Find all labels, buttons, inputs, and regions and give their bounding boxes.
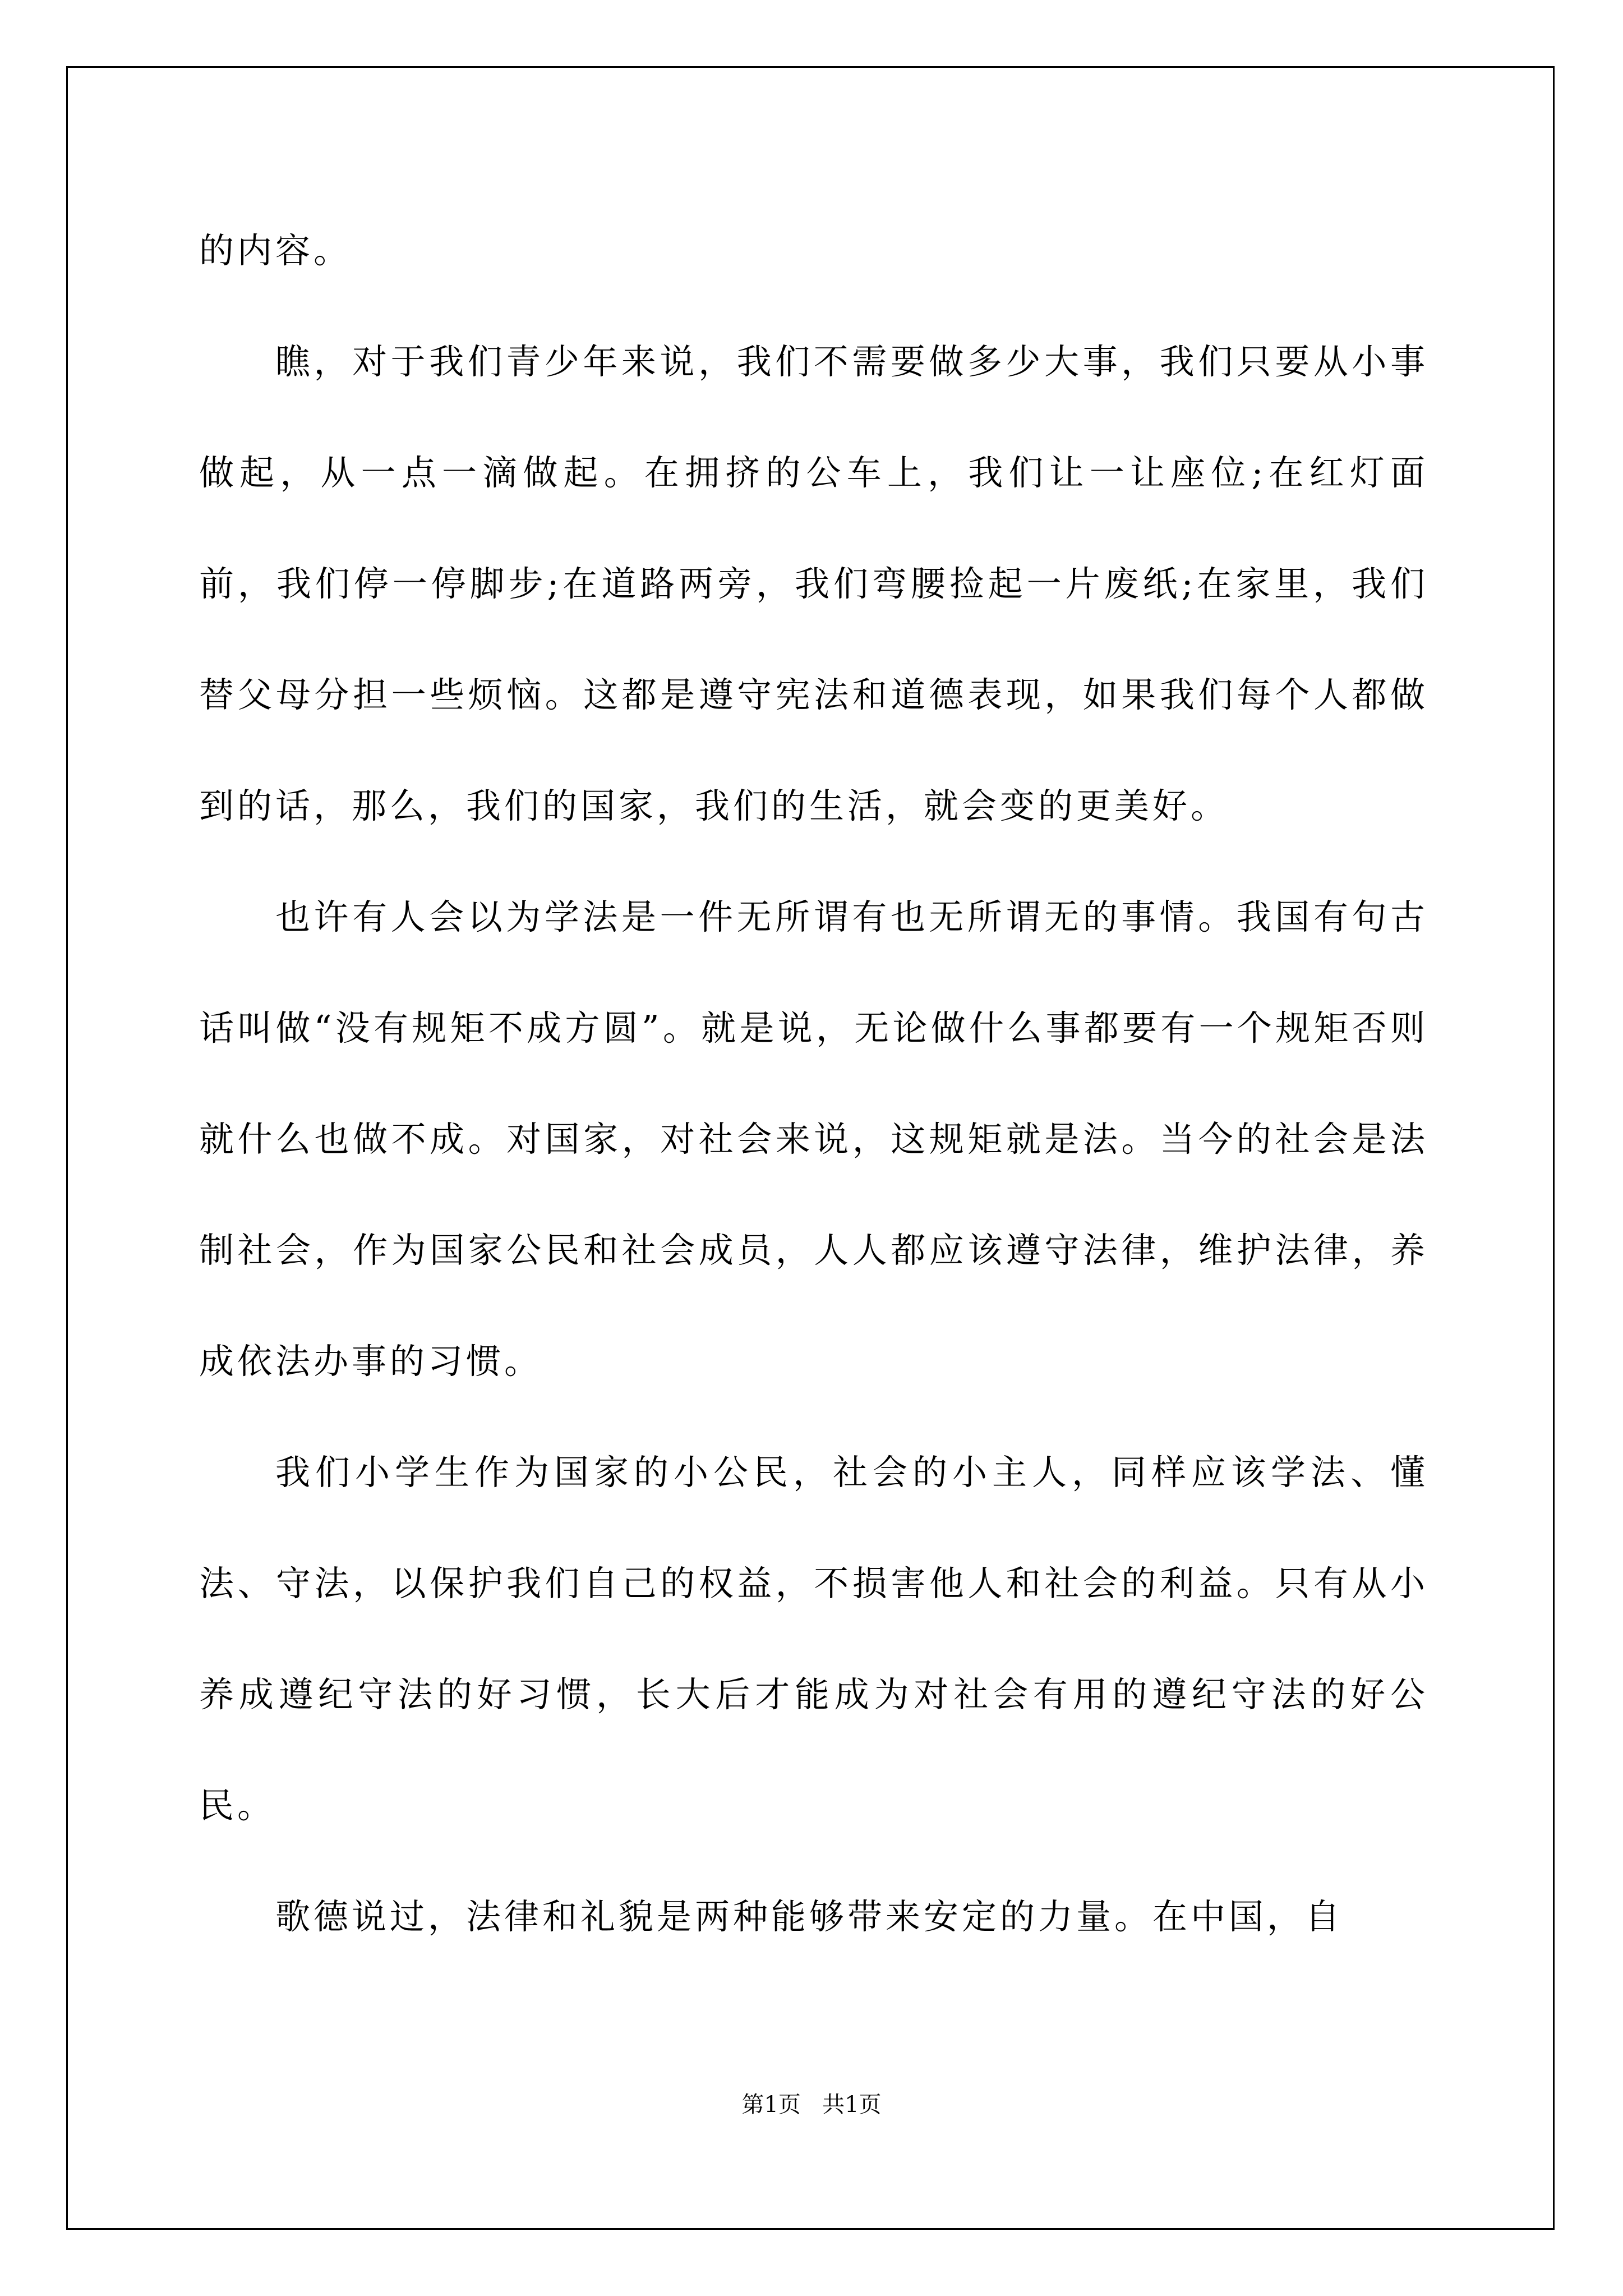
paragraph: 也许有人会以为学法是一件无所谓有也无所谓无的事情。我国有句古话叫做“没有规矩不成方圆”。就是说，无论做什么事都要有一个规矩否则就什么也做不成。对国家，对社会来说，这规矩就是法。当今的社会是法制社会，作为国家公民和社会成员，人人都应该遵守法律，维护法律，养成依法办事的习惯。 [199,896,1428,1382]
paragraph: 歌德说过，法律和礼貌是两种能够带来安定的力量。在中国，自 [275,1896,1344,1937]
paragraph: 瞧，对于我们青少年来说，我们不需要做多少大事，我们只要从小事做起，从一点一滴做起。在拥挤的公车上，我们让一让座位;在红灯面前，我们停一停脚步;在道路两旁，我们弯腰捡起一片废纸;在家里，我们替父母分担一些烦恼。这都是遵守宪法和道德表现，如果我们每个人都做到的话，那么，我们的国家，我们的生活，就会变的更美好。 [199,341,1428,826]
paragraph: 的内容。 [199,230,352,271]
page-number: 第1页 [741,2092,801,2118]
total-pages: 共1页 [822,2092,882,2118]
page-footer [0,2087,1623,2119]
paragraph: 我们小学生作为国家的小公民，社会的小主人，同样应该学法、懂法、守法，以保护我们自己的权益，不损害他人和社会的利益。只有从小养成遵纪守法的好习惯，长大后才能成为对社会有用的遵纪守法的好公民。 [199,1452,1428,1826]
document-body [199,195,1428,1972]
